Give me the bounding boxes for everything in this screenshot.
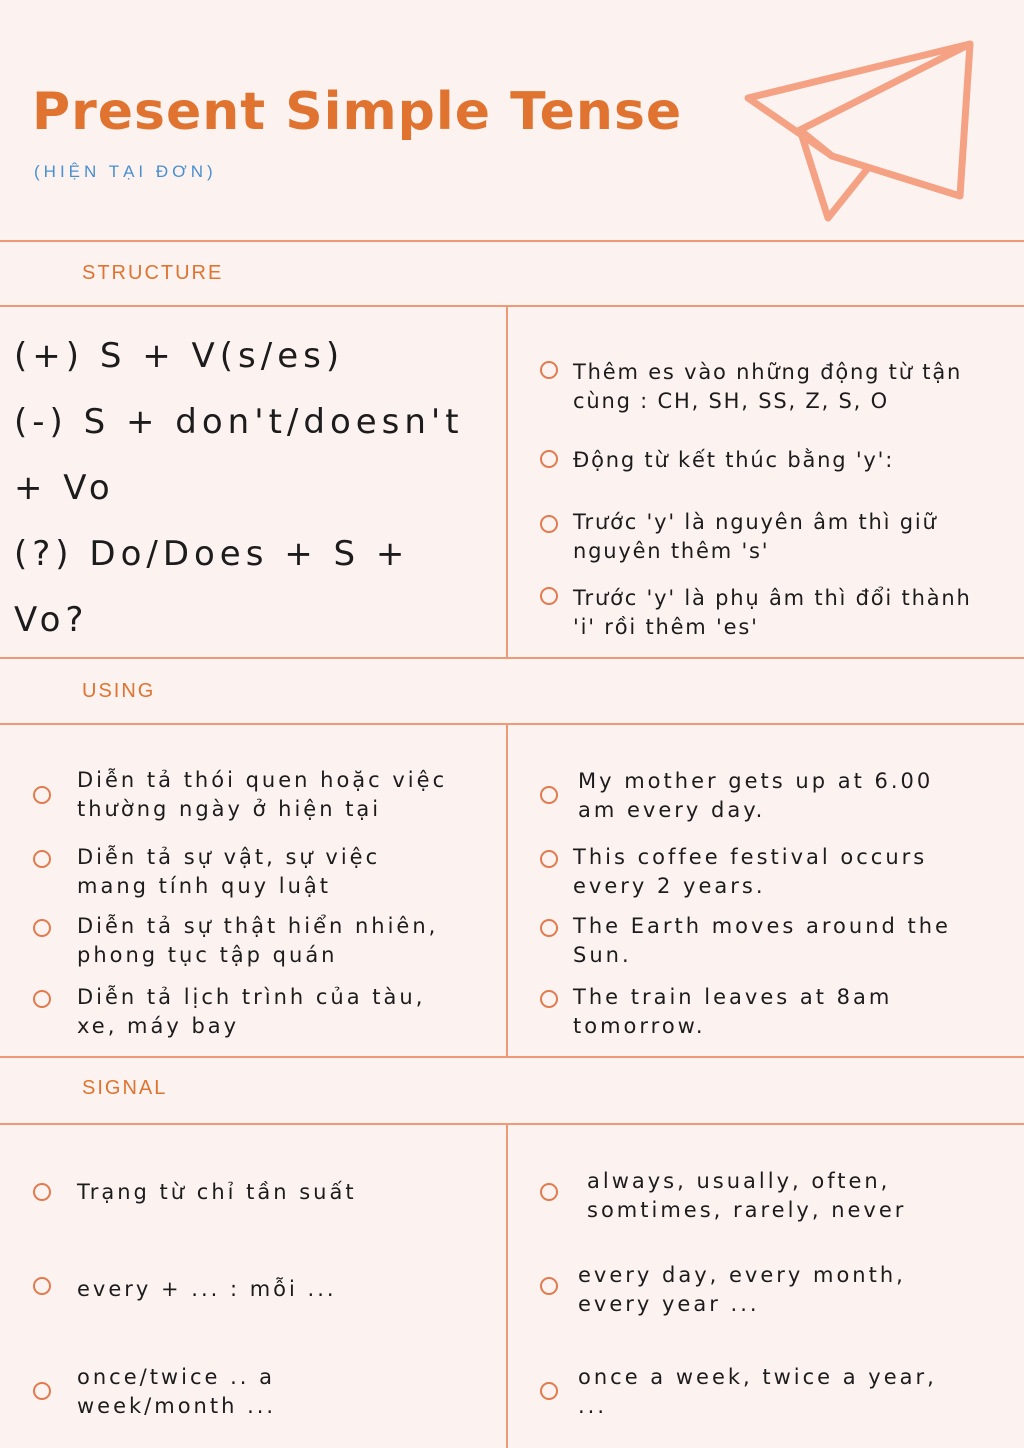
bullet-icon [540, 1183, 558, 1201]
use-item: Diễn tả sự vật, sự việc mang tính quy luật [77, 845, 381, 898]
bullet-icon [33, 919, 51, 937]
formula-question-cont: Vo? [14, 600, 89, 640]
section-heading-structure: STRUCTURE [82, 262, 224, 284]
signal-item: once/twice .. a week/month ... [77, 1365, 277, 1418]
divider [0, 240, 1024, 242]
bullet-icon [540, 786, 558, 804]
example-item: The train leaves at 8am tomorrow. [573, 985, 893, 1038]
signal-item: Trạng từ chỉ tần suất [77, 1180, 357, 1204]
bullet-icon [540, 450, 558, 468]
paper-plane-icon [740, 38, 980, 228]
bullet-icon [33, 1382, 51, 1400]
column-divider [506, 724, 508, 1056]
divider [0, 1123, 1024, 1125]
example-item: This coffee festival occurs every 2 years. [573, 845, 928, 898]
use-item: Diễn tả thói quen hoặc việc thường ngày ở hiện tại [77, 768, 448, 821]
bullet-icon [33, 1183, 51, 1201]
column-divider [506, 1124, 508, 1448]
formula-negative-cont: + Vo [14, 468, 115, 508]
bullet-icon [540, 919, 558, 937]
rule-item: Trước 'y' là nguyên âm thì giữ nguyên thêm 's' [573, 510, 938, 563]
example-item: The Earth moves around the Sun. [573, 914, 951, 967]
signal-item: every + ... : mỗi ... [77, 1277, 337, 1301]
example-item: My mother gets up at 6.00 am every day. [578, 769, 934, 822]
divider [0, 657, 1024, 659]
bullet-icon [540, 990, 558, 1008]
bullet-icon [540, 1382, 558, 1400]
rule-item: Động từ kết thúc bằng 'y': [573, 448, 895, 472]
bullet-icon [540, 1277, 558, 1295]
formula-affirmative: (+) S + V(s/es) [14, 336, 345, 376]
bullet-icon [33, 1277, 51, 1295]
rule-item: Thêm es vào những động từ tận cùng : CH, SH, SS, Z, S, O [573, 360, 963, 413]
bullet-icon [540, 587, 558, 605]
section-heading-signal: SIGNAL [82, 1077, 168, 1099]
bullet-icon [33, 850, 51, 868]
bullet-icon [33, 786, 51, 804]
formula-question: (?) Do/Does + S + [14, 534, 410, 574]
bullet-icon [33, 990, 51, 1008]
page-subtitle: (HIỆN TẠI ĐƠN) [34, 162, 217, 181]
page-title: Present Simple Tense [32, 82, 683, 142]
use-item: Diễn tả lịch trình của tàu, xe, máy bay [77, 985, 426, 1038]
bullet-icon [540, 361, 558, 379]
signal-example-item: every day, every month, every year ... [578, 1263, 906, 1316]
signal-example-item: once a week, twice a year, ... [578, 1365, 937, 1418]
formula-negative: (-) S + don't/doesn't [14, 402, 464, 442]
signal-example-item: always, usually, often, somtimes, rarely, never [587, 1169, 907, 1222]
bullet-icon [540, 515, 558, 533]
bullet-icon [540, 850, 558, 868]
divider [0, 305, 1024, 307]
divider [0, 723, 1024, 725]
column-divider [506, 306, 508, 657]
section-heading-using: USING [82, 680, 156, 702]
rule-item: Trước 'y' là phụ âm thì đổi thành 'i' rồi thêm 'es' [573, 586, 972, 639]
divider [0, 1056, 1024, 1058]
use-item: Diễn tả sự thật hiển nhiên, phong tục tập quán [77, 914, 439, 967]
